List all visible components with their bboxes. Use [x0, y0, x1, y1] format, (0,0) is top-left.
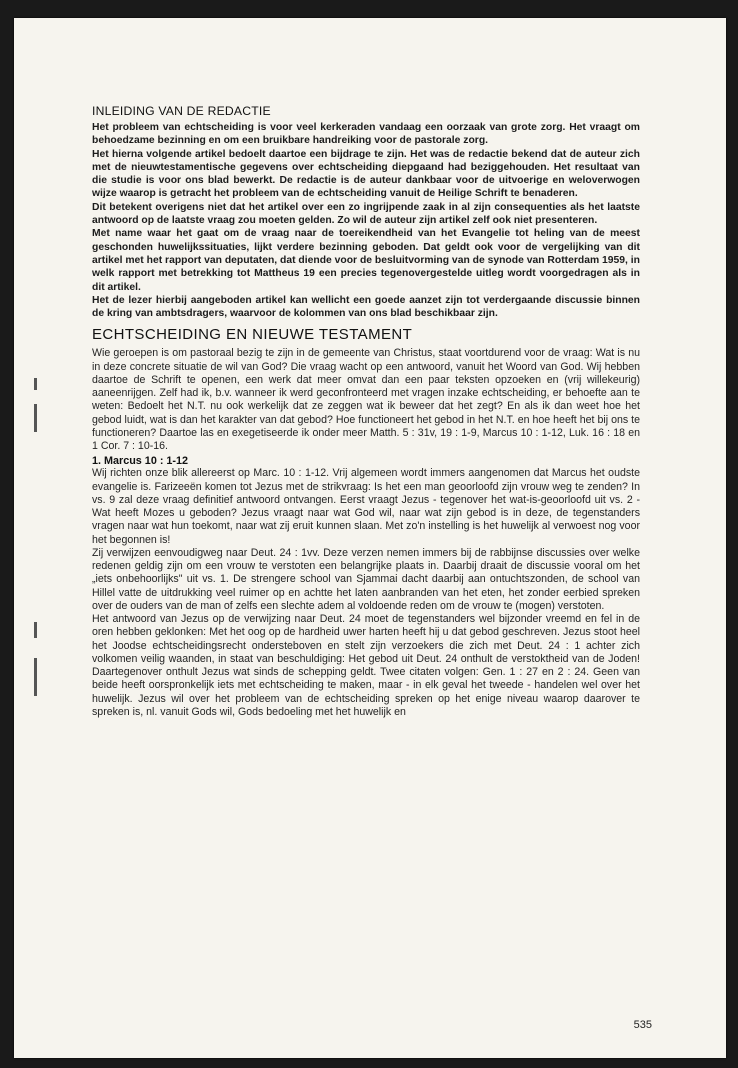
editorial-paragraph: Dit betekent overigens niet dat het artikel over een zo ingrijpende zaak in al zijn consequenties als het laatste antwoord op de laatste vraag zou moeten gelden. Zo wil de auteur zijn artikel zelf ook niet presenteren.: [92, 201, 640, 227]
editorial-paragraph: Het de lezer hierbij aangeboden artikel kan wellicht een goede aanzet zijn tot verdergaande discussie binnen de kring van ambtsdragers, waarvoor de kolommen van ons blad beschikbaar zijn.: [92, 294, 640, 320]
page-number: 535: [633, 1019, 652, 1031]
scan-mark: [34, 622, 37, 638]
article-title: ECHTSCHEIDING EN NIEUWE TESTAMENT: [92, 326, 413, 344]
article-intro: Wie geroepen is om pastoraal bezig te zijn in de gemeente van Christus, staat voortdurend voor de vraag: Wat is nu in deze concrete situatie de wil van God? Die vraag wacht op een antwoord, vanuit het Woord van God. Wij hebben daartoe de Schrift te openen, een werk dat meer omvat dan een paar teksten opzoeken en (vrij willekeurig) aaneenrijgen. Zelf had ik, b.v. wanneer ik werd geconfronteerd met vragen inzake echtscheiding, er behoefte aan te weten: Bedoelt het N.T. nu ook werkelijk dat ze zeggen wat ik beweer dat het zegt? En als ik dan weet hoe het gebod luidt, wat is dan het karakter van dat gebod? Hoe functioneert het gebod in het N.T. en hoe heeft het bij ons te functioneren? Daartoe las en exegetiseerde ik onder meer Matth. 5 : 31v, 19 : 1-9, Marcus 10 : 1-12, Luk. 16 : 18 en 1 Cor. 7 : 10-16.: [92, 347, 640, 453]
editorial-paragraph: Met name waar het gaat om de vraag naar de toereikendheid van het Evangelie tot heling van de meest geschonden huwelijkssituaties, lijkt verdere bezinning geboden. Dat geldt ook voor de vergelijking van dit artikel met het rapport van deputaten, dat diende voor de besluitvorming van de synode van Rotterdam 1959, in welk rapport met betrekking tot Mattheus 19 een precies tegenovergestelde uitleg wordt voorgedragen als in dit artikel.: [92, 228, 640, 293]
editorial-introduction: [92, 104, 640, 320]
section-paragraph: Zij verwijzen eenvoudigweg naar Deut. 24 : 1vv. Deze verzen nemen immers bij de rabbijnse discussies over welke redenen geldig zijn om een vrouw te verstoten een belangrijke plaats in. Daarbij draait de discussie vooral om het „iets onbehoorlijks" uit vs. 1. De strengere school van Sjammai dacht daarbij aan ontuchtszonden, de school van Hillel vatte de uitdrukking veel ruimer op en achtte het laten aanbranden van het eten, het zonder eerbied spreken over de ouders van de man of zelfs een slechte adem al voldoende reden om de vrouw te (mogen) verstoten.: [92, 546, 640, 612]
section-paragraph: Wij richten onze blik allereerst op Marc. 10 : 1-12. Vrij algemeen wordt immers aangenomen dat Marcus het oudste evangelie is. Farizeeën komen tot Jezus met de strikvraag: Is het een man geoorloofd zijn vrouw weg te zenden? In vs. 9 zal deze vraag definitief antwoord ontvangen. Eerst vraagt Jezus - tegenover het wat-is-geoorloofd uit vs. 2 - Wat heeft Mozes u geboden? Jezus vraagt naar wat God wil, naar wat zijn gebod is in deze, de tegenstanders vragen naar wat hun toekomt, naar wat zij eruit kunnen slaan. Met zo'n instelling is het huwelijk al verwoest nog voor het begonnen is!: [92, 467, 640, 546]
editorial-title: INLEIDING VAN DE REDACTIE: [92, 104, 271, 118]
document-page: [14, 18, 726, 1058]
article: [92, 326, 640, 719]
scan-mark: [34, 404, 37, 432]
scan-mark: [34, 378, 37, 390]
section-heading: 1. Marcus 10 : 1-12: [92, 455, 189, 468]
scan-mark: [34, 658, 37, 696]
page-content: [92, 104, 640, 719]
editorial-paragraph: Het hierna volgende artikel bedoelt daartoe een bijdrage te zijn. Het was de redactie bekend dat de auteur zich met de nieuwtestamentische gegevens over echtscheiding diepgaand had beziggehouden. Het resultaat van die studie is voor ons blad bewerkt. De redactie is de auteur dankbaar voor de uitvoerige en weloverwogen wijze waarop is getracht het probleem van de echtscheiding vanuit de Heilige Schrift te benaderen.: [92, 148, 640, 200]
editorial-paragraph: Het probleem van echtscheiding is voor veel kerkeraden vandaag een oorzaak van grote zorg. Het vraagt om behoedzame bezinning en om een bruikbare handreiking voor de pastorale zorg.: [92, 122, 640, 147]
section-paragraph: Het antwoord van Jezus op de verwijzing naar Deut. 24 moet de tegenstanders wel bijzonder vreemd en fel in de oren hebben geklonken: Met het oog op de hardheid uwer harten heeft hij u dat gebod geschreven. Jezus stoot heel het Joodse echtscheidingsrecht ondersteboven en stelt zijn verzoekers die zich met Deut. 24 : 1 achter zich volkomen veilig waanden, in staat van beschuldiging: Het gebod uit Deut. 24 onthult de verstoktheid van de Joden! Daartegenover onthult Jezus wat sinds de schepping geldt. Twee citaten volgen: Gen. 1 : 27 en 2 : 24. Geen van beide heeft oorspronkelijk iets met echtscheiding te maken, maar - in elk geval het tweede - handelen wel over het huwelijk. Jezus wil over het probleem van de echtscheiding spreken op het enige niveau waarop daarover te spreken is, nl. vanuit Gods wil, Gods bedoeling met het huwelijk en: [92, 613, 640, 718]
